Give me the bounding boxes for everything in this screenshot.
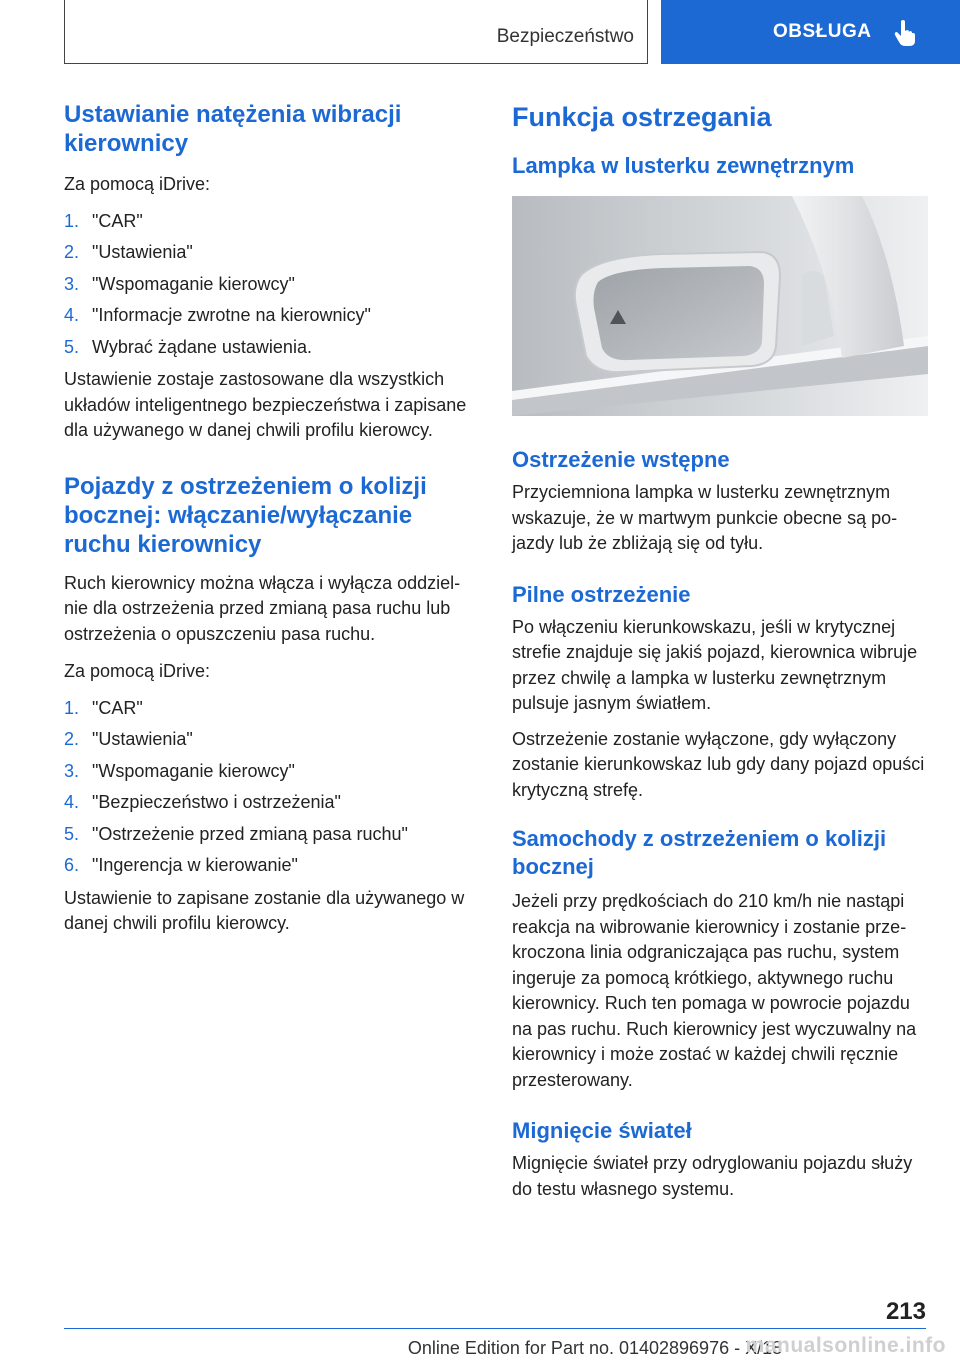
- page-number: 213: [885, 1298, 926, 1325]
- list-item: 3. "Wspomaganie kierowcy": [64, 760, 295, 781]
- header-section-title: Bezpieczeństwo: [496, 26, 634, 47]
- subsection-title-light-flash: Mignięcie świateł: [512, 1118, 692, 1143]
- list-item: 1. "CAR": [64, 210, 143, 231]
- list-item: 4. "Informacje zwrotne na kierownicy": [64, 305, 371, 325]
- steps-list-2: [64, 693, 478, 882]
- idrive-intro-1: Za pomocą iDrive:: [64, 174, 211, 194]
- section-title-vibration: Ustawianie natężenia wibracji kierownicy: [64, 101, 402, 157]
- side-collision-text: Ruch kierownicy można włącza i wyłącza oddzielnie dla ostrzeżenia przed zmianą pasa ruchu lub ostrzeżenia o opuszczeniu pasa ruchu.: [64, 572, 461, 644]
- footer-divider: [64, 1328, 926, 1329]
- subsection-title-side-collision: Samochody z ostrzeżeniem o kolizji bocznej: [512, 826, 887, 879]
- watermark: manualsonline.info: [745, 1334, 946, 1357]
- list-item: 6. "Ingerencja w kierowanie": [64, 855, 298, 875]
- section-title-side-collision: Pojazdy z ostrzeżeniem o kolizji bocznej: włączanie/wyłączanie ruchu kierownicy: [64, 472, 427, 558]
- light-flash-text: Mignięcie świateł przy odryglowaniu pojazdu służy do testu własnego systemu.: [512, 1153, 913, 1199]
- urgent-warning-text: Po włączeniu kierunkowskazu, jeśli w krytycznej strefie znajduje się jakiś pojazd, kierownica wibruje przez chwilę a lampka w lusterku zewnętrznym pulsuje jasnym światłem.: [512, 616, 918, 713]
- list-item: 2. "Ustawienia": [64, 729, 193, 749]
- side-collision-note: Ustawienie to zapisane zostanie dla używanego w danej chwili profilu kierowcy.: [64, 887, 465, 933]
- list-item: 4. "Bezpieczeństwo i ostrzeżenia": [64, 792, 341, 812]
- right-column: [512, 100, 930, 1202]
- subsection-title-pre-warning: Ostrzeżenie wstępne: [512, 447, 730, 472]
- mirror-illustration: [512, 196, 930, 416]
- header-tab-obsluga[interactable]: [661, 0, 960, 64]
- pre-warning-text: Przyciemniona lampka w lusterku zewnętrznym wskazuje, że w martwym punkcie obecne są pojazdy lub że zbliżają się od tyłu.: [512, 482, 898, 553]
- list-item: 5. Wybrać żądane ustawienia.: [64, 336, 312, 357]
- hand-pointer-icon: [894, 19, 916, 52]
- main-title: Funkcja ostrzegania: [512, 102, 772, 132]
- idrive-intro-2: Za pomocą iDrive:: [64, 661, 211, 681]
- steps-list-1: [64, 206, 478, 364]
- vibration-note: Ustawienie zostaje zastosowane dla wszystkich układów inteligentnego bezpieczeństwa i zapisane dla używanego w danej chwili profilu kierowcy.: [64, 369, 467, 440]
- left-column: [64, 100, 478, 937]
- footer-edition: Online Edition for Part no. 01402896976 - X/18: [407, 1338, 783, 1358]
- subsection-title-mirror-lamp: Lampka w lusterku zewnętrznym: [512, 153, 855, 178]
- subsection-title-urgent-warning: Pilne ostrzeżenie: [512, 581, 691, 607]
- side-collision-description: Jeżeli przy prędkościach do 210 km/h nie nastąpi reakcja na wibrowanie kierownicy i zostanie przekroczona linia odgraniczająca pas ruchu, system ingeruje za pomocą krótkiego, aktywnego ruchu kierownicy. Ruch ten pomaga w powrocie pojazdu na pas ruchu. Ruch kierownicy jest wyczuwalny na kierownicy i może zostać w każdej chwili ręcznie przesterowany.: [512, 891, 917, 1090]
- list-item: 5. "Ostrzeżenie przed zmianą pasa ruchu": [64, 823, 408, 844]
- header-tab-label: OBSŁUGA: [773, 21, 872, 42]
- list-item: 2. "Ustawienia": [64, 242, 193, 262]
- urgent-warning-off-text: Ostrzeżenie zostanie wyłączone, gdy wyłączony zostanie kierunkowskaz lub gdy dany pojazd opuści krytyczną strefę.: [512, 728, 925, 800]
- list-item: 3. "Wspomaganie kierowcy": [64, 273, 295, 294]
- list-item: 1. "CAR": [64, 697, 143, 718]
